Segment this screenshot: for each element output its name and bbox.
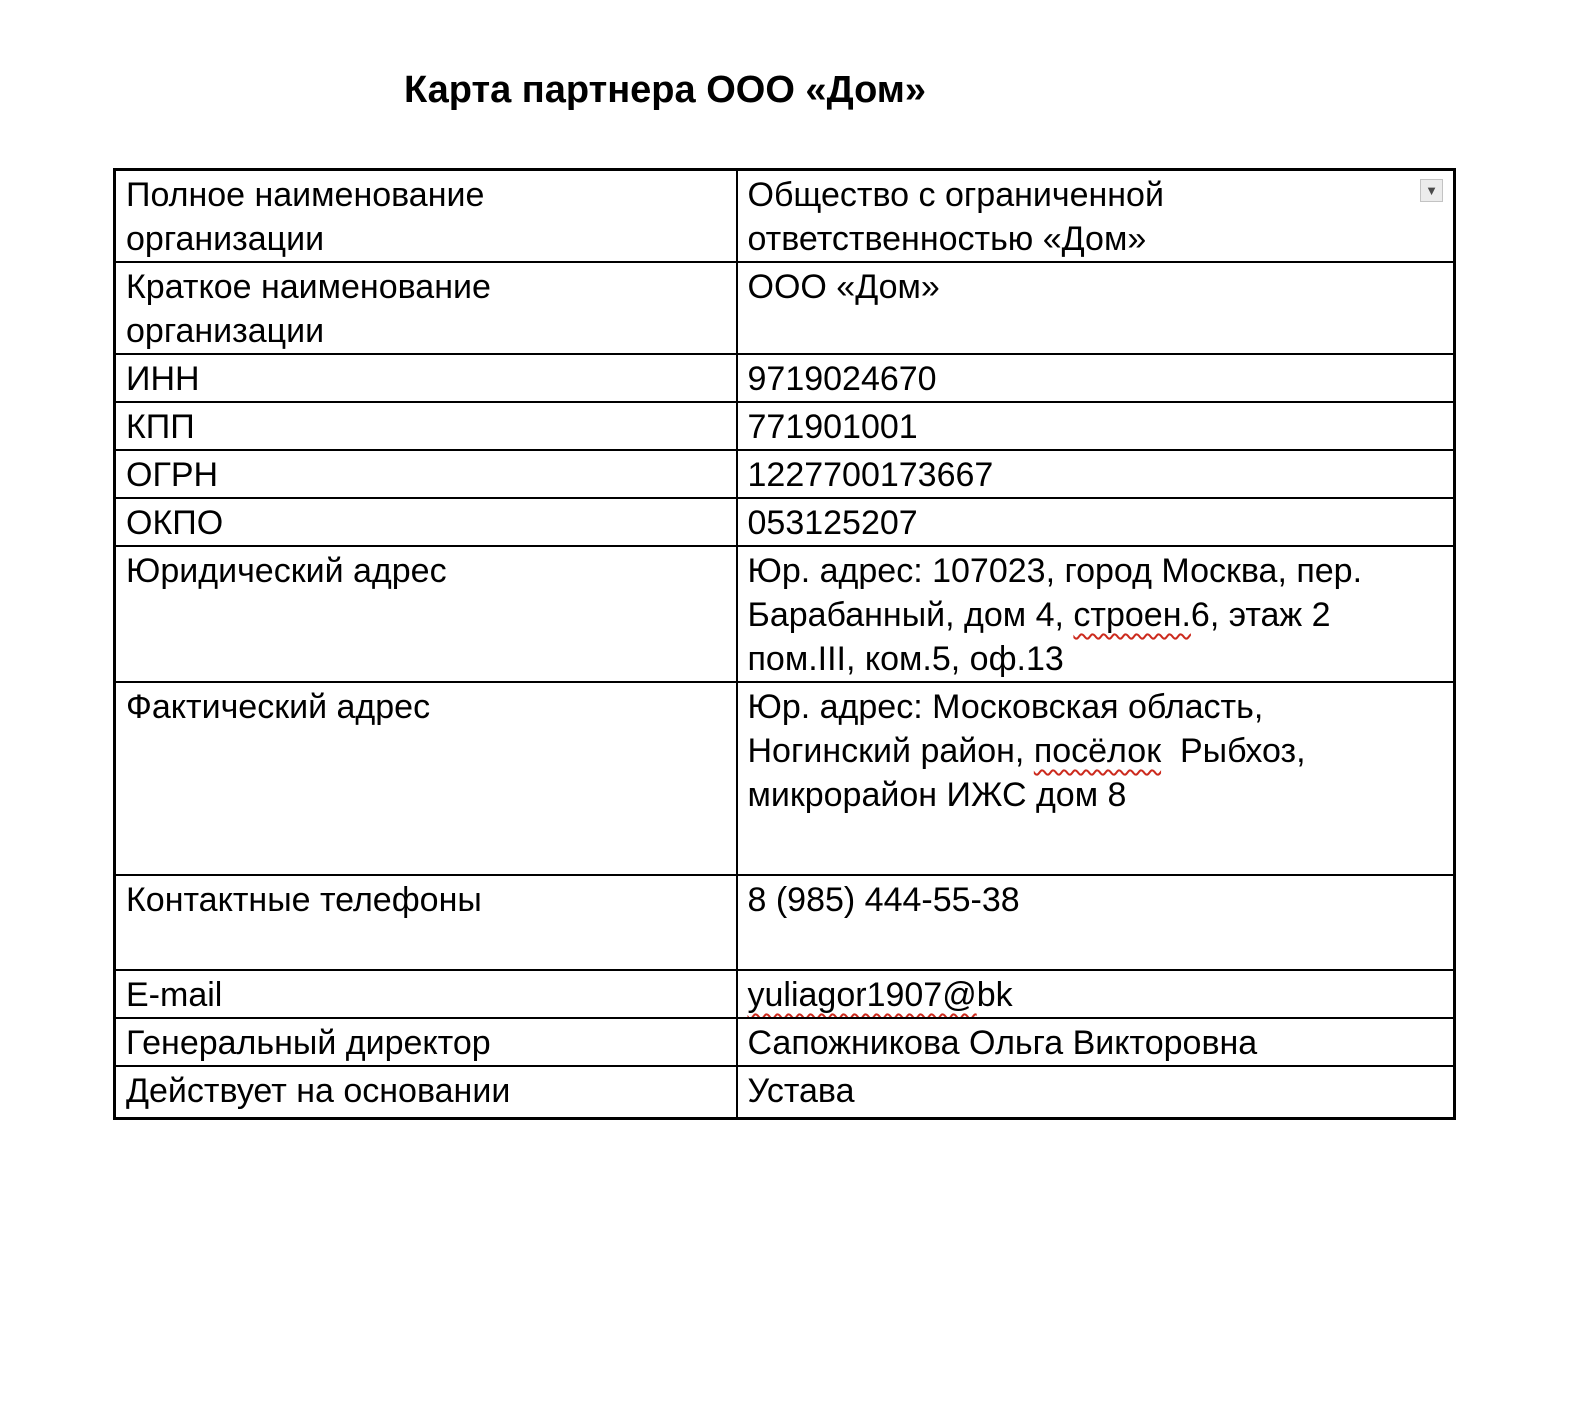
table-row bbox=[115, 450, 1455, 498]
cell-line: ИНН bbox=[126, 360, 200, 398]
row-value-cell[interactable] bbox=[737, 970, 1455, 1018]
cell-line: 9719024670 bbox=[747, 360, 937, 398]
row-label-cell[interactable] bbox=[115, 498, 737, 546]
text-segment: 6, этаж 2 bbox=[1190, 596, 1331, 634]
cell-line: Юр. адрес: 107023, город Москва, пер. bbox=[747, 552, 1363, 590]
table-row bbox=[115, 875, 1455, 970]
text-segment: Ногинский район, bbox=[747, 732, 1034, 770]
cell-line: Действует на основании bbox=[126, 1072, 511, 1110]
row-label-cell[interactable] bbox=[115, 875, 737, 970]
misspelled-text: yuliagor1907@ bbox=[747, 976, 977, 1014]
table-row bbox=[115, 170, 1455, 263]
row-value-cell[interactable] bbox=[737, 875, 1455, 970]
cell-line: микрорайон ИЖС дом 8 bbox=[747, 776, 1127, 814]
misspelled-text: посёлок bbox=[1033, 732, 1162, 770]
text-segment: bk bbox=[976, 976, 1013, 1014]
table-row bbox=[115, 402, 1455, 450]
cell-line: E-mail bbox=[126, 976, 223, 1014]
table-row bbox=[115, 262, 1455, 354]
table-row bbox=[115, 1066, 1455, 1118]
row-value-cell[interactable] bbox=[737, 1018, 1455, 1066]
row-value-cell[interactable] bbox=[737, 498, 1455, 546]
cell-line: организации bbox=[126, 220, 325, 258]
cell-line: КПП bbox=[126, 408, 195, 446]
row-label-cell[interactable] bbox=[115, 970, 737, 1018]
row-label-cell[interactable] bbox=[115, 450, 737, 498]
row-label-cell[interactable] bbox=[115, 354, 737, 402]
cell-line: Юридический адрес bbox=[126, 552, 447, 590]
row-value-cell[interactable] bbox=[737, 354, 1455, 402]
row-label-cell[interactable] bbox=[115, 682, 737, 875]
cell-line bbox=[748, 593, 1444, 637]
row-value-cell[interactable] bbox=[737, 170, 1455, 263]
partner-card-table bbox=[113, 168, 1456, 1120]
row-label-cell[interactable] bbox=[115, 546, 737, 682]
cell-line: 1227700173667 bbox=[747, 456, 994, 494]
table-row bbox=[115, 682, 1455, 875]
cell-line: ОКПО bbox=[126, 504, 224, 542]
dropdown-arrow-icon[interactable]: ▼ bbox=[1420, 179, 1443, 202]
cell-line: Устава bbox=[747, 1072, 855, 1110]
row-label-cell[interactable] bbox=[115, 1018, 737, 1066]
table-row bbox=[115, 546, 1455, 682]
cell-line: Сапожникова Ольга Викторовна bbox=[747, 1024, 1258, 1062]
table-row bbox=[115, 970, 1455, 1018]
cell-line: ОГРН bbox=[126, 456, 219, 494]
cell-line: Общество с ограниченной bbox=[747, 176, 1164, 214]
row-value-cell[interactable] bbox=[737, 262, 1455, 354]
cell-line: Генеральный директор bbox=[126, 1024, 491, 1062]
cell-line: Краткое наименование bbox=[126, 268, 491, 306]
table-row bbox=[115, 498, 1455, 546]
table-row bbox=[115, 354, 1455, 402]
text-segment: Рыбхоз, bbox=[1161, 732, 1306, 770]
cell-line: организации bbox=[126, 312, 325, 350]
row-label-cell[interactable] bbox=[115, 402, 737, 450]
cell-line: пом.III, ком.5, оф.13 bbox=[747, 640, 1064, 678]
cell-line: 8 (985) 444-55-38 bbox=[747, 881, 1020, 919]
cell-line: Фактический адрес bbox=[126, 688, 431, 726]
row-label-cell[interactable] bbox=[115, 170, 737, 263]
cell-line: ООО «Дом» bbox=[747, 268, 940, 306]
cell-line: Контактные телефоны bbox=[126, 881, 482, 919]
text-segment: Барабанный, дом 4, bbox=[747, 596, 1074, 634]
cell-line: 771901001 bbox=[747, 408, 918, 446]
partner-card-table-body bbox=[115, 170, 1455, 1119]
row-value-cell[interactable] bbox=[737, 1066, 1455, 1118]
misspelled-text: строен. bbox=[1073, 596, 1191, 634]
cell-line: ответственностью «Дом» bbox=[747, 220, 1147, 258]
cell-line: Юр. адрес: Московская область, bbox=[747, 688, 1264, 726]
row-value-cell[interactable] bbox=[737, 546, 1455, 682]
row-label-cell[interactable] bbox=[115, 262, 737, 354]
row-value-cell[interactable] bbox=[737, 682, 1455, 875]
cell-line bbox=[748, 729, 1444, 773]
row-label-cell[interactable] bbox=[115, 1066, 737, 1118]
row-value-cell[interactable] bbox=[737, 402, 1455, 450]
cell-line: 053125207 bbox=[747, 504, 918, 542]
document-title: Карта партнера ООО «Дом» bbox=[404, 69, 927, 111]
row-value-cell[interactable] bbox=[737, 450, 1455, 498]
cell-line: Полное наименование bbox=[126, 176, 485, 214]
table-row bbox=[115, 1018, 1455, 1066]
cell-line bbox=[748, 973, 1444, 1017]
